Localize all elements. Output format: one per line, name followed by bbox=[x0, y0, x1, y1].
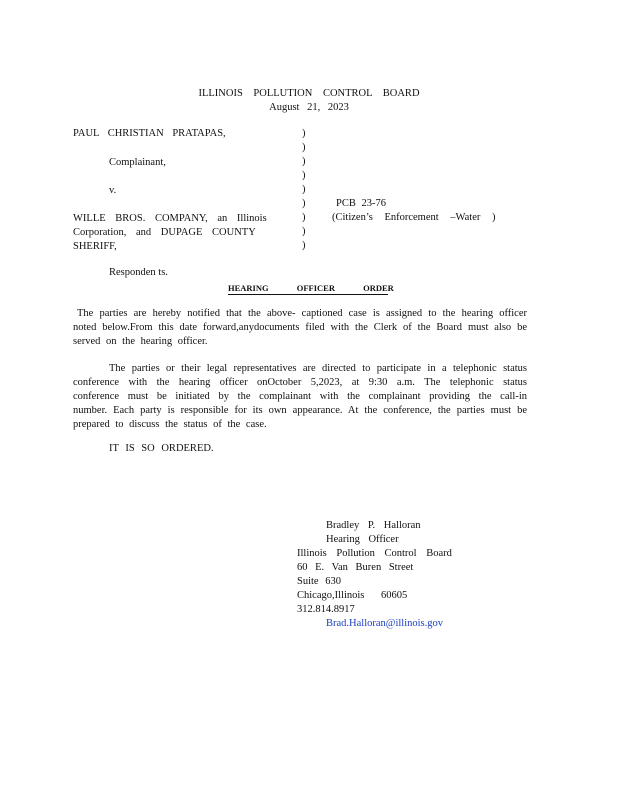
respondent-role: Responden ts. bbox=[109, 267, 168, 278]
signature-name: Bradley P. Halloran bbox=[326, 520, 421, 531]
paragraph-ordered: IT IS SO ORDERED. bbox=[109, 443, 214, 454]
caption-paren: ) bbox=[302, 226, 306, 237]
respondent-line-3: SHERIFF, bbox=[73, 241, 117, 252]
caption-paren: ) bbox=[302, 170, 306, 181]
case-type: (Citizen’s Enforcement –Water ) bbox=[332, 212, 496, 223]
signature-org: Illinois Pollution Control Board bbox=[297, 548, 452, 559]
signature-street: 60 E. Van Buren Street bbox=[297, 562, 414, 573]
signature-suite: Suite 630 bbox=[297, 576, 341, 587]
caption-paren: ) bbox=[302, 240, 306, 251]
order-title: HEARING OFFICER ORDER bbox=[228, 283, 394, 293]
versus-label: v. bbox=[109, 185, 117, 196]
order-date: August 21, 2023 bbox=[269, 102, 349, 113]
signature-title: Hearing Officer bbox=[326, 534, 399, 545]
signature-phone: 312.814.8917 bbox=[297, 604, 355, 615]
caption-paren: ) bbox=[302, 156, 306, 167]
agency-name: ILLINOIS POLLUTION CONTROL BOARD bbox=[198, 88, 420, 99]
email-link[interactable]: Brad.Halloran@illinois.gov bbox=[326, 618, 443, 629]
caption-paren: ) bbox=[302, 198, 306, 209]
caption-paren: ) bbox=[302, 128, 306, 139]
case-number: PCB 23-76 bbox=[336, 198, 386, 209]
paragraph-notice: The parties are hereby notified that the above- captioned case is assigned to the hearing officer noted below.From this date forward,anydocuments filed with the Clerk of the Board must also be served on the hearing officer. bbox=[73, 308, 527, 347]
caption-paren: ) bbox=[302, 184, 306, 195]
respondent-line-2: Corporation, and DUPAGE COUNTY bbox=[73, 227, 256, 238]
complainant-name: PAUL CHRISTIAN PRATAPAS, bbox=[73, 128, 226, 139]
caption-paren: ) bbox=[302, 212, 306, 223]
caption-paren: ) bbox=[302, 142, 306, 153]
signature-city: Chicago,Illinois 60605 bbox=[297, 590, 408, 601]
paragraph-conference: The parties or their legal representatives are directed to participate in a telephonic status conference with the hearing officer onOctober 5,2023, at 9:30 a.m. The telephonic status conference must be initiated by the complainant with the complainant providing the call-in number. Each party is responsible for its own appearance. At the conference, the parties must be prepared to discuss the status of the case. bbox=[73, 363, 527, 430]
respondent-line-1: WILLE BROS. COMPANY, an Illinois bbox=[73, 213, 267, 224]
complainant-role: Complainant, bbox=[109, 157, 166, 168]
